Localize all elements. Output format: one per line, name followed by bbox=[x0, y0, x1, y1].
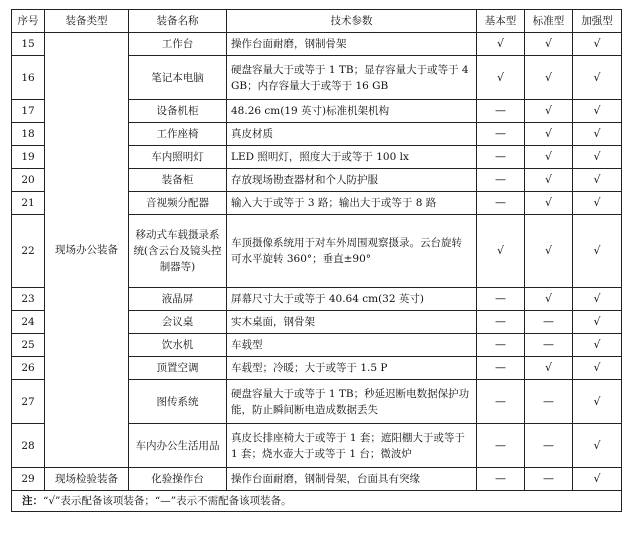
cell-spec: 输入大于或等于 3 路；输出大于或等于 8 路 bbox=[227, 192, 477, 215]
cell-spec: 硬盘容量大于或等于 1 TB；显存容量大于或等于 4 GB；内存容量大于或等于 16 GB bbox=[227, 56, 477, 100]
cell-enhanced: √ bbox=[573, 123, 622, 146]
cell-basic: √ bbox=[477, 215, 525, 288]
cell-name: 音视频分配器 bbox=[129, 192, 227, 215]
cell-enhanced: √ bbox=[573, 380, 622, 424]
cell-enhanced: √ bbox=[573, 192, 622, 215]
cell-seq: 15 bbox=[12, 33, 45, 56]
cell-basic: — bbox=[477, 146, 525, 169]
cell-seq: 20 bbox=[12, 169, 45, 192]
cell-spec: 操作台面耐磨，钢制骨架，台面具有突缘 bbox=[227, 468, 477, 491]
cell-basic: — bbox=[477, 424, 525, 468]
cell-standard: √ bbox=[525, 123, 573, 146]
cell-name: 工作台 bbox=[129, 33, 227, 56]
cell-name: 化验操作台 bbox=[129, 468, 227, 491]
cell-seq: 16 bbox=[12, 56, 45, 100]
cell-seq: 26 bbox=[12, 357, 45, 380]
table-header-row bbox=[12, 10, 622, 33]
cell-standard: — bbox=[525, 311, 573, 334]
cell-seq: 21 bbox=[12, 192, 45, 215]
cell-standard: — bbox=[525, 468, 573, 491]
cell-enhanced: √ bbox=[573, 33, 622, 56]
cell-name: 顶置空调 bbox=[129, 357, 227, 380]
cell-basic: — bbox=[477, 357, 525, 380]
note-row bbox=[12, 491, 622, 512]
cell-standard: √ bbox=[525, 288, 573, 311]
cell-seq: 25 bbox=[12, 334, 45, 357]
cell-standard: √ bbox=[525, 33, 573, 56]
cell-standard: — bbox=[525, 380, 573, 424]
header-seq: 序号 bbox=[12, 10, 45, 33]
cell-name: 液晶屏 bbox=[129, 288, 227, 311]
cell-seq: 24 bbox=[12, 311, 45, 334]
cell-enhanced: √ bbox=[573, 215, 622, 288]
cell-basic: — bbox=[477, 311, 525, 334]
cell-standard: — bbox=[525, 334, 573, 357]
cell-seq: 17 bbox=[12, 100, 45, 123]
header-basic: 基本型 bbox=[477, 10, 525, 33]
cell-name: 会议桌 bbox=[129, 311, 227, 334]
cell-basic: — bbox=[477, 468, 525, 491]
cell-spec: 实木桌面，钢骨架 bbox=[227, 311, 477, 334]
table-row bbox=[12, 468, 622, 491]
cell-standard: √ bbox=[525, 100, 573, 123]
cell-basic: — bbox=[477, 334, 525, 357]
cell-spec: 车载型 bbox=[227, 334, 477, 357]
cell-standard: √ bbox=[525, 357, 573, 380]
cell-standard: √ bbox=[525, 56, 573, 100]
note-label: 注： bbox=[22, 495, 43, 507]
cell-name: 装备柜 bbox=[129, 169, 227, 192]
cell-standard: √ bbox=[525, 215, 573, 288]
table-note bbox=[12, 491, 622, 512]
cell-spec: 硬盘容量大于或等于 1 TB；秒延迟断电数据保护功能，防止瞬间断电造成数据丢失 bbox=[227, 380, 477, 424]
cell-basic: — bbox=[477, 123, 525, 146]
cell-name: 移动式车载摄录系统(含云台及镜头控制器等) bbox=[129, 215, 227, 288]
cell-spec: 操作台面耐磨，钢制骨架 bbox=[227, 33, 477, 56]
cell-name: 工作座椅 bbox=[129, 123, 227, 146]
header-spec: 技术参数 bbox=[227, 10, 477, 33]
cell-seq: 18 bbox=[12, 123, 45, 146]
cell-standard: √ bbox=[525, 192, 573, 215]
cell-spec: 车载型；冷暖；大于或等于 1.5 P bbox=[227, 357, 477, 380]
cell-basic: — bbox=[477, 100, 525, 123]
cell-spec: LED 照明灯，照度大于或等于 100 lx bbox=[227, 146, 477, 169]
cell-spec: 存放现场勘查器材和个人防护服 bbox=[227, 169, 477, 192]
cell-seq: 23 bbox=[12, 288, 45, 311]
cell-name: 车内办公生活用品 bbox=[129, 424, 227, 468]
cell-seq: 27 bbox=[12, 380, 45, 424]
cell-enhanced: √ bbox=[573, 334, 622, 357]
cell-basic: √ bbox=[477, 33, 525, 56]
cell-name: 设备机柜 bbox=[129, 100, 227, 123]
cell-name: 车内照明灯 bbox=[129, 146, 227, 169]
cell-enhanced: √ bbox=[573, 56, 622, 100]
cell-standard: √ bbox=[525, 146, 573, 169]
cell-spec: 48.26 cm(19 英寸)标准机架机构 bbox=[227, 100, 477, 123]
cell-basic: — bbox=[477, 169, 525, 192]
cell-basic: — bbox=[477, 192, 525, 215]
cell-spec: 真皮材质 bbox=[227, 123, 477, 146]
cell-standard: √ bbox=[525, 169, 573, 192]
cell-basic: √ bbox=[477, 56, 525, 100]
cell-name: 饮水机 bbox=[129, 334, 227, 357]
cell-enhanced: √ bbox=[573, 288, 622, 311]
header-enhanced: 加强型 bbox=[573, 10, 622, 33]
cell-seq: 28 bbox=[12, 424, 45, 468]
cell-seq: 19 bbox=[12, 146, 45, 169]
note-text: “√”表示配备该项装备；“—”表示不需配备该项装备。 bbox=[43, 495, 292, 507]
cell-type-office: 现场办公装备 bbox=[45, 33, 129, 468]
cell-enhanced: √ bbox=[573, 146, 622, 169]
header-type: 装备类型 bbox=[45, 10, 129, 33]
cell-basic: — bbox=[477, 288, 525, 311]
header-name: 装备名称 bbox=[129, 10, 227, 33]
header-standard: 标准型 bbox=[525, 10, 573, 33]
cell-seq: 22 bbox=[12, 215, 45, 288]
cell-spec: 车顶摄像系统用于对车外周围观察摄录。云台旋转可水平旋转 360°；垂直±90° bbox=[227, 215, 477, 288]
cell-spec: 真皮长排座椅大于或等于 1 套；遮阳棚大于或等于 1 套；烧水壶大于或等于 1 台；微波炉 bbox=[227, 424, 477, 468]
cell-enhanced: √ bbox=[573, 424, 622, 468]
cell-name: 笔记本电脑 bbox=[129, 56, 227, 100]
equipment-table bbox=[11, 9, 622, 512]
cell-enhanced: √ bbox=[573, 169, 622, 192]
table-row bbox=[12, 33, 622, 56]
cell-basic: — bbox=[477, 380, 525, 424]
cell-enhanced: √ bbox=[573, 357, 622, 380]
cell-enhanced: √ bbox=[573, 311, 622, 334]
cell-enhanced: √ bbox=[573, 468, 622, 491]
cell-spec: 屏幕尺寸大于或等于 40.64 cm(32 英寸) bbox=[227, 288, 477, 311]
cell-enhanced: √ bbox=[573, 100, 622, 123]
cell-standard: — bbox=[525, 424, 573, 468]
cell-seq: 29 bbox=[12, 468, 45, 491]
cell-name: 图传系统 bbox=[129, 380, 227, 424]
cell-type-inspection: 现场检验装备 bbox=[45, 468, 129, 491]
